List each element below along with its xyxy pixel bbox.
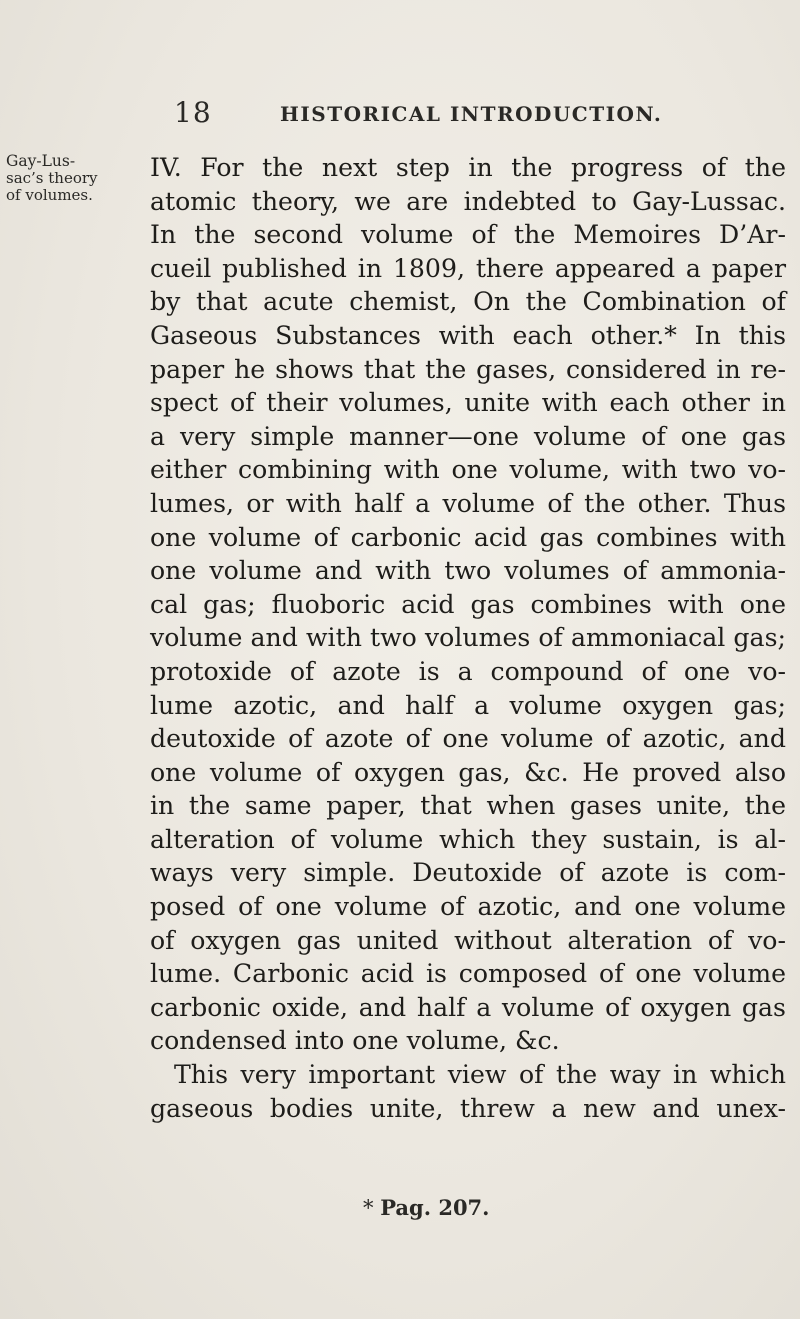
text-line: of oxygen gas united without alteration of vo- <box>150 925 786 955</box>
text-line: lume. Carbonic acid is composed of one volume <box>150 959 786 989</box>
text-line: atomic theory, we are indebted to Gay-Lussac. <box>150 186 786 216</box>
text-line: IV. For the next step in the progress of the <box>150 153 786 182</box>
text-line: lumes, or with half a volume of the other. Thus <box>150 488 786 518</box>
margin-note <box>6 153 98 204</box>
text-line: in the same paper, that when gases unite, the <box>150 791 786 821</box>
text-line: gaseous bodies unite, threw a new and unex- <box>150 1093 786 1123</box>
text-line: a very simple manner—one volume of one gas <box>150 421 786 451</box>
text-line: either combining with one volume, with two vo- <box>150 455 786 485</box>
text-line: In the second volume of the Memoires D’Ar- <box>150 220 786 250</box>
text-line: cueil published in 1809, there appeared a paper <box>150 253 786 283</box>
running-head: HISTORICAL INTRODUCTION. <box>280 102 663 126</box>
text-line: one volume of carbonic acid gas combines with <box>150 522 786 552</box>
text-line: one volume and with two volumes of ammonia- <box>150 556 786 586</box>
text-line: paper he shows that the gases, considered in re- <box>150 354 786 384</box>
text-line: volume and with two volumes of ammoniacal gas; <box>150 623 786 653</box>
body-text <box>150 151 786 1125</box>
text-line: Gaseous Substances with each other.* In this <box>150 320 786 350</box>
text-line: alteration of volume which they sustain, is al- <box>150 824 786 854</box>
footnote-marker: * <box>363 1196 374 1220</box>
text-line: This very important view of the way in which <box>174 1060 786 1090</box>
footnote <box>363 1195 489 1220</box>
text-line: ways very simple. Deutoxide of azote is com- <box>150 858 786 888</box>
text-line: protoxide of azote is a compound of one vo- <box>150 656 786 686</box>
text-line: condensed into one volume, &c. <box>150 1026 560 1056</box>
text-line: cal gas; fluoboric acid gas combines with one <box>150 589 786 619</box>
text-line: deutoxide of azote of one volume of azotic, and <box>150 724 786 754</box>
page-number: 18 <box>174 96 212 129</box>
footnote-text: Pag. 207. <box>380 1195 490 1220</box>
margin-note-line: Gay-Lus- <box>6 152 76 170</box>
text-line: posed of one volume of azotic, and one volume <box>150 892 786 922</box>
text-line: one volume of oxygen gas, &c. He proved also <box>150 757 786 787</box>
page-header <box>0 96 800 136</box>
text-line: by that acute chemist, On the Combination of <box>150 287 786 317</box>
text-line: spect of their volumes, unite with each other in <box>150 388 786 418</box>
margin-note-line: sac’s theory <box>6 169 98 187</box>
text-line: lume azotic, and half a volume oxygen gas; <box>150 690 786 720</box>
margin-note-line: of volumes. <box>6 186 93 204</box>
text-line: carbonic oxide, and half a volume of oxygen gas <box>150 992 786 1022</box>
